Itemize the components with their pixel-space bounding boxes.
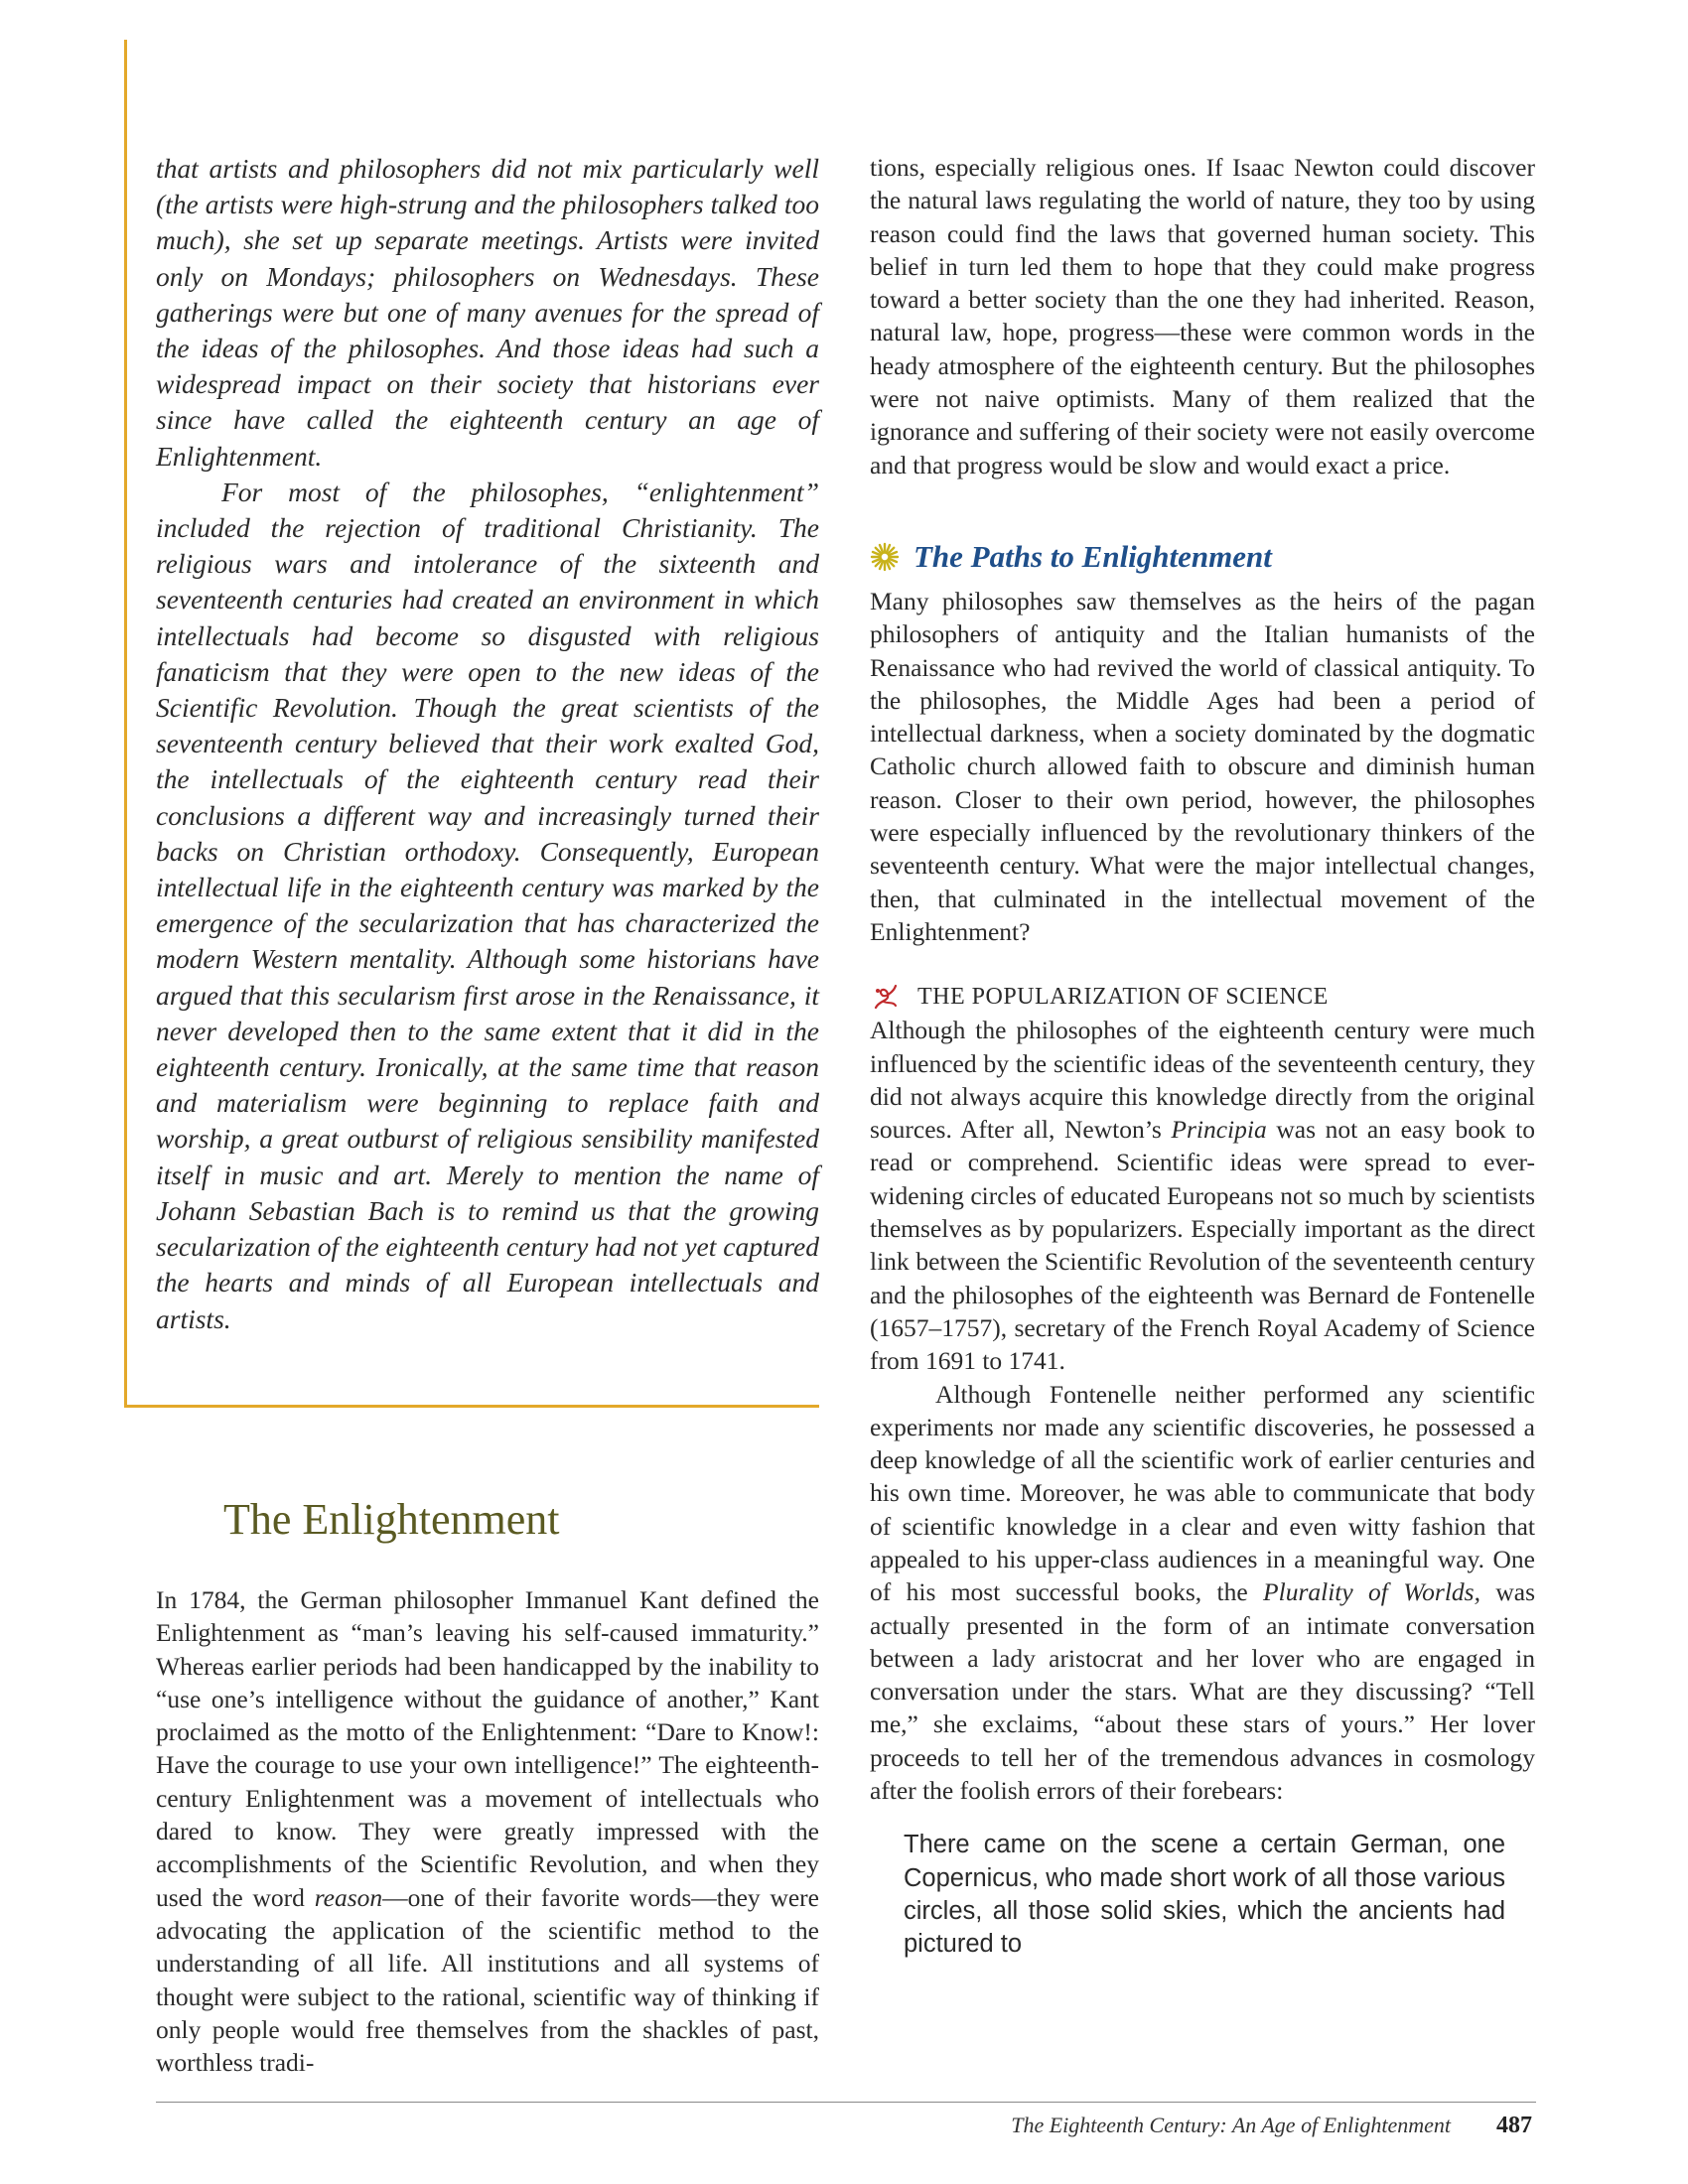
enlightenment-body	[156, 1583, 819, 2079]
accent-rule-horizontal	[124, 1405, 819, 1408]
subhead-title: The Paths to Enlightenment	[914, 538, 1272, 574]
emphasis-plurality: Plurality of Worlds,	[1263, 1577, 1480, 1607]
left-italic-block	[156, 151, 819, 1337]
section-title: The Enlightenment	[223, 1495, 560, 1544]
emphasis-principia: Principia	[1171, 1115, 1267, 1145]
body-text: In 1784, the German philosopher Immanuel Kant defined the Enlightenment as “man’s leaving his self-caused immaturity.” Whereas earlier periods had been handicapped by the inability to “use one’s intelligence without the guidance of another,” Kant proclaimed as the motto of the Enlightenment: “Dare to Know!: Have the courage to use your own intelligence!” The eighteenth-century Enlightenment was a movement of intellectuals who dared to know. They were greatly impressed with the accomplishments of the Scientific Revolution, and when they used the word	[156, 1585, 819, 1912]
page-footer	[1011, 2113, 1532, 2139]
footer-rule	[156, 2102, 1536, 2103]
continuation-paragraph: tions, especially religious ones. If Isaac Newton could discover the natural laws regulating the world of nature, they too by using reason could find the laws that governed human society. This belief in turn led them to hope that they could make progress toward a better society than the one they had inherited. Reason, natural law, hope, progress—these were common words in the heady atmosphere of the eighteenth century. But the philosophes were not naive optimists. Many of them realized that the ignorance and suffering of their society were not easily overcome and that progress would be slow and would exact a price.	[870, 153, 1535, 479]
flourish-icon	[870, 982, 902, 1012]
subhead-paths	[870, 539, 1535, 575]
popularization-paragraph	[870, 1014, 1535, 1377]
fontenelle-paragraph	[870, 1378, 1535, 1808]
body-paragraph	[156, 1583, 819, 2079]
body-text: Although Fontenelle neither performed any scientific experiments nor made any scientific discoveries, he possessed a deep knowledge of all the scientific work of earlier centuries and his own time. Moreover, he was able to communicate that body of scientific knowledge in a clear and even witty fashion that appealed to his upper-class audiences in a meaningful way. One of his most successful books, the	[870, 1379, 1535, 1607]
right-column	[870, 151, 1535, 1962]
smallcap-heading-text: THE POPULARIZATION OF SCIENCE	[917, 983, 1329, 1010]
italic-paragraph: For most of the philosophes, “enlightenment” included the rejection of traditional Christianity. The religious wars and intolerance of the sixteenth and seventeenth centuries had created an environment in which intellectuals had become so disgusted with religious fanaticism that they were open to the new ideas of the Scientific Revolution. Though the great scientists of the seventeenth century believed that their work exalted God, the intellectuals of the eighteenth century read their conclusions a different way and increasingly turned their backs on Christian orthodoxy. Consequently, European intellectual life in the eighteenth century was marked by the emergence of the secularization that has characterized the modern Western mentality. Although some historians have argued that this secularism first arose in the Renaissance, it never developed then to the same extent that it did in the eighteenth century. Ironically, at the same time that reason and materialism were beginning to replace faith and worship, a great outburst of religious sensibility manifested itself in music and art. Merely to mention the name of Johann Sebastian Bach is to remind us that the growing secularization of the eighteenth century had not yet captured the hearts and minds of all European intellectuals and artists.	[156, 476, 819, 1334]
italic-paragraph: that artists and philosophers did not mix particularly well (the artists were high-strung and the philosophers talked too much), she set up separate meetings. Artists were invited only on Mondays; philosophers on Wednesdays. These gatherings were but one of many avenues for the spread of the ideas of the philosophes. And those ideas had such a widespread impact on their society that historians ever since have called the eighteenth century an age of Enlightenment.	[156, 153, 819, 472]
body-text: was not an easy book to read or comprehend. Scientific ideas were spread to ever-widening circles of educated Europeans not so much by scientists themselves as by popularizers. Especially important as the direct link between the Scientific Revolution of the seventeenth century and the philosophes of the eighteenth was Bernard de Fontenelle (1657–1757), secretary of the French Royal Academy of Science from 1691 to 1741.	[870, 1115, 1535, 1376]
paths-paragraph: Many philosophes saw themselves as the heirs of the pagan philosophers of antiquity and the Italian humanists of the Renaissance who had revived the world of classical antiquity. To the philosophes, the Middle Ages had been a period of intellectual darkness, when a society dominated by the dogmatic Catholic church allowed faith to obscure and diminish human reason. Closer to their own period, however, the philosophes were especially influenced by the revolutionary thinkers of the seventeenth century. What were the major intellectual changes, then, that culminated in the intellectual movement of the Enlightenment?	[870, 586, 1535, 946]
body-text: was actually presented in the form of an intimate conversation between a lady aristocrat and her lover who are engaged in conversation under the stars. What are they discussing? “Tell me,” she exclaims, “about these stars of yours.” Her lover proceeds to tell her of the tremendous advances in cosmology after the foolish errors of their forebears:	[870, 1577, 1535, 1806]
body-text: —one of their favorite words—they were advocating the application of the scientific method to the understanding of all life. All institutions and all systems of thought were subject to the rational, scientific way of thinking if only people would free themselves from the shackles of past, worthless tradi-	[156, 1882, 819, 2078]
body-text: Although the philosophes of the eighteenth century were much influenced by the scientific ideas of the seventeenth century, they did not always acquire this knowledge directly from the original sources. After all, Newton’s	[870, 1016, 1535, 1145]
page-number: 487	[1496, 2113, 1532, 2138]
accent-rule-vertical	[124, 40, 127, 1408]
block-quote: There came on the scene a certain German, one Copernicus, who made short work of all those various circles, all those solid skies, which the ancients had pictured to	[904, 1831, 1505, 1959]
emphasis-reason: reason	[314, 1882, 383, 1912]
smallcap-heading	[870, 982, 1535, 1012]
running-title: The Eighteenth Century: An Age of Enlightenment	[1011, 2113, 1451, 2137]
sunburst-icon	[870, 542, 900, 572]
